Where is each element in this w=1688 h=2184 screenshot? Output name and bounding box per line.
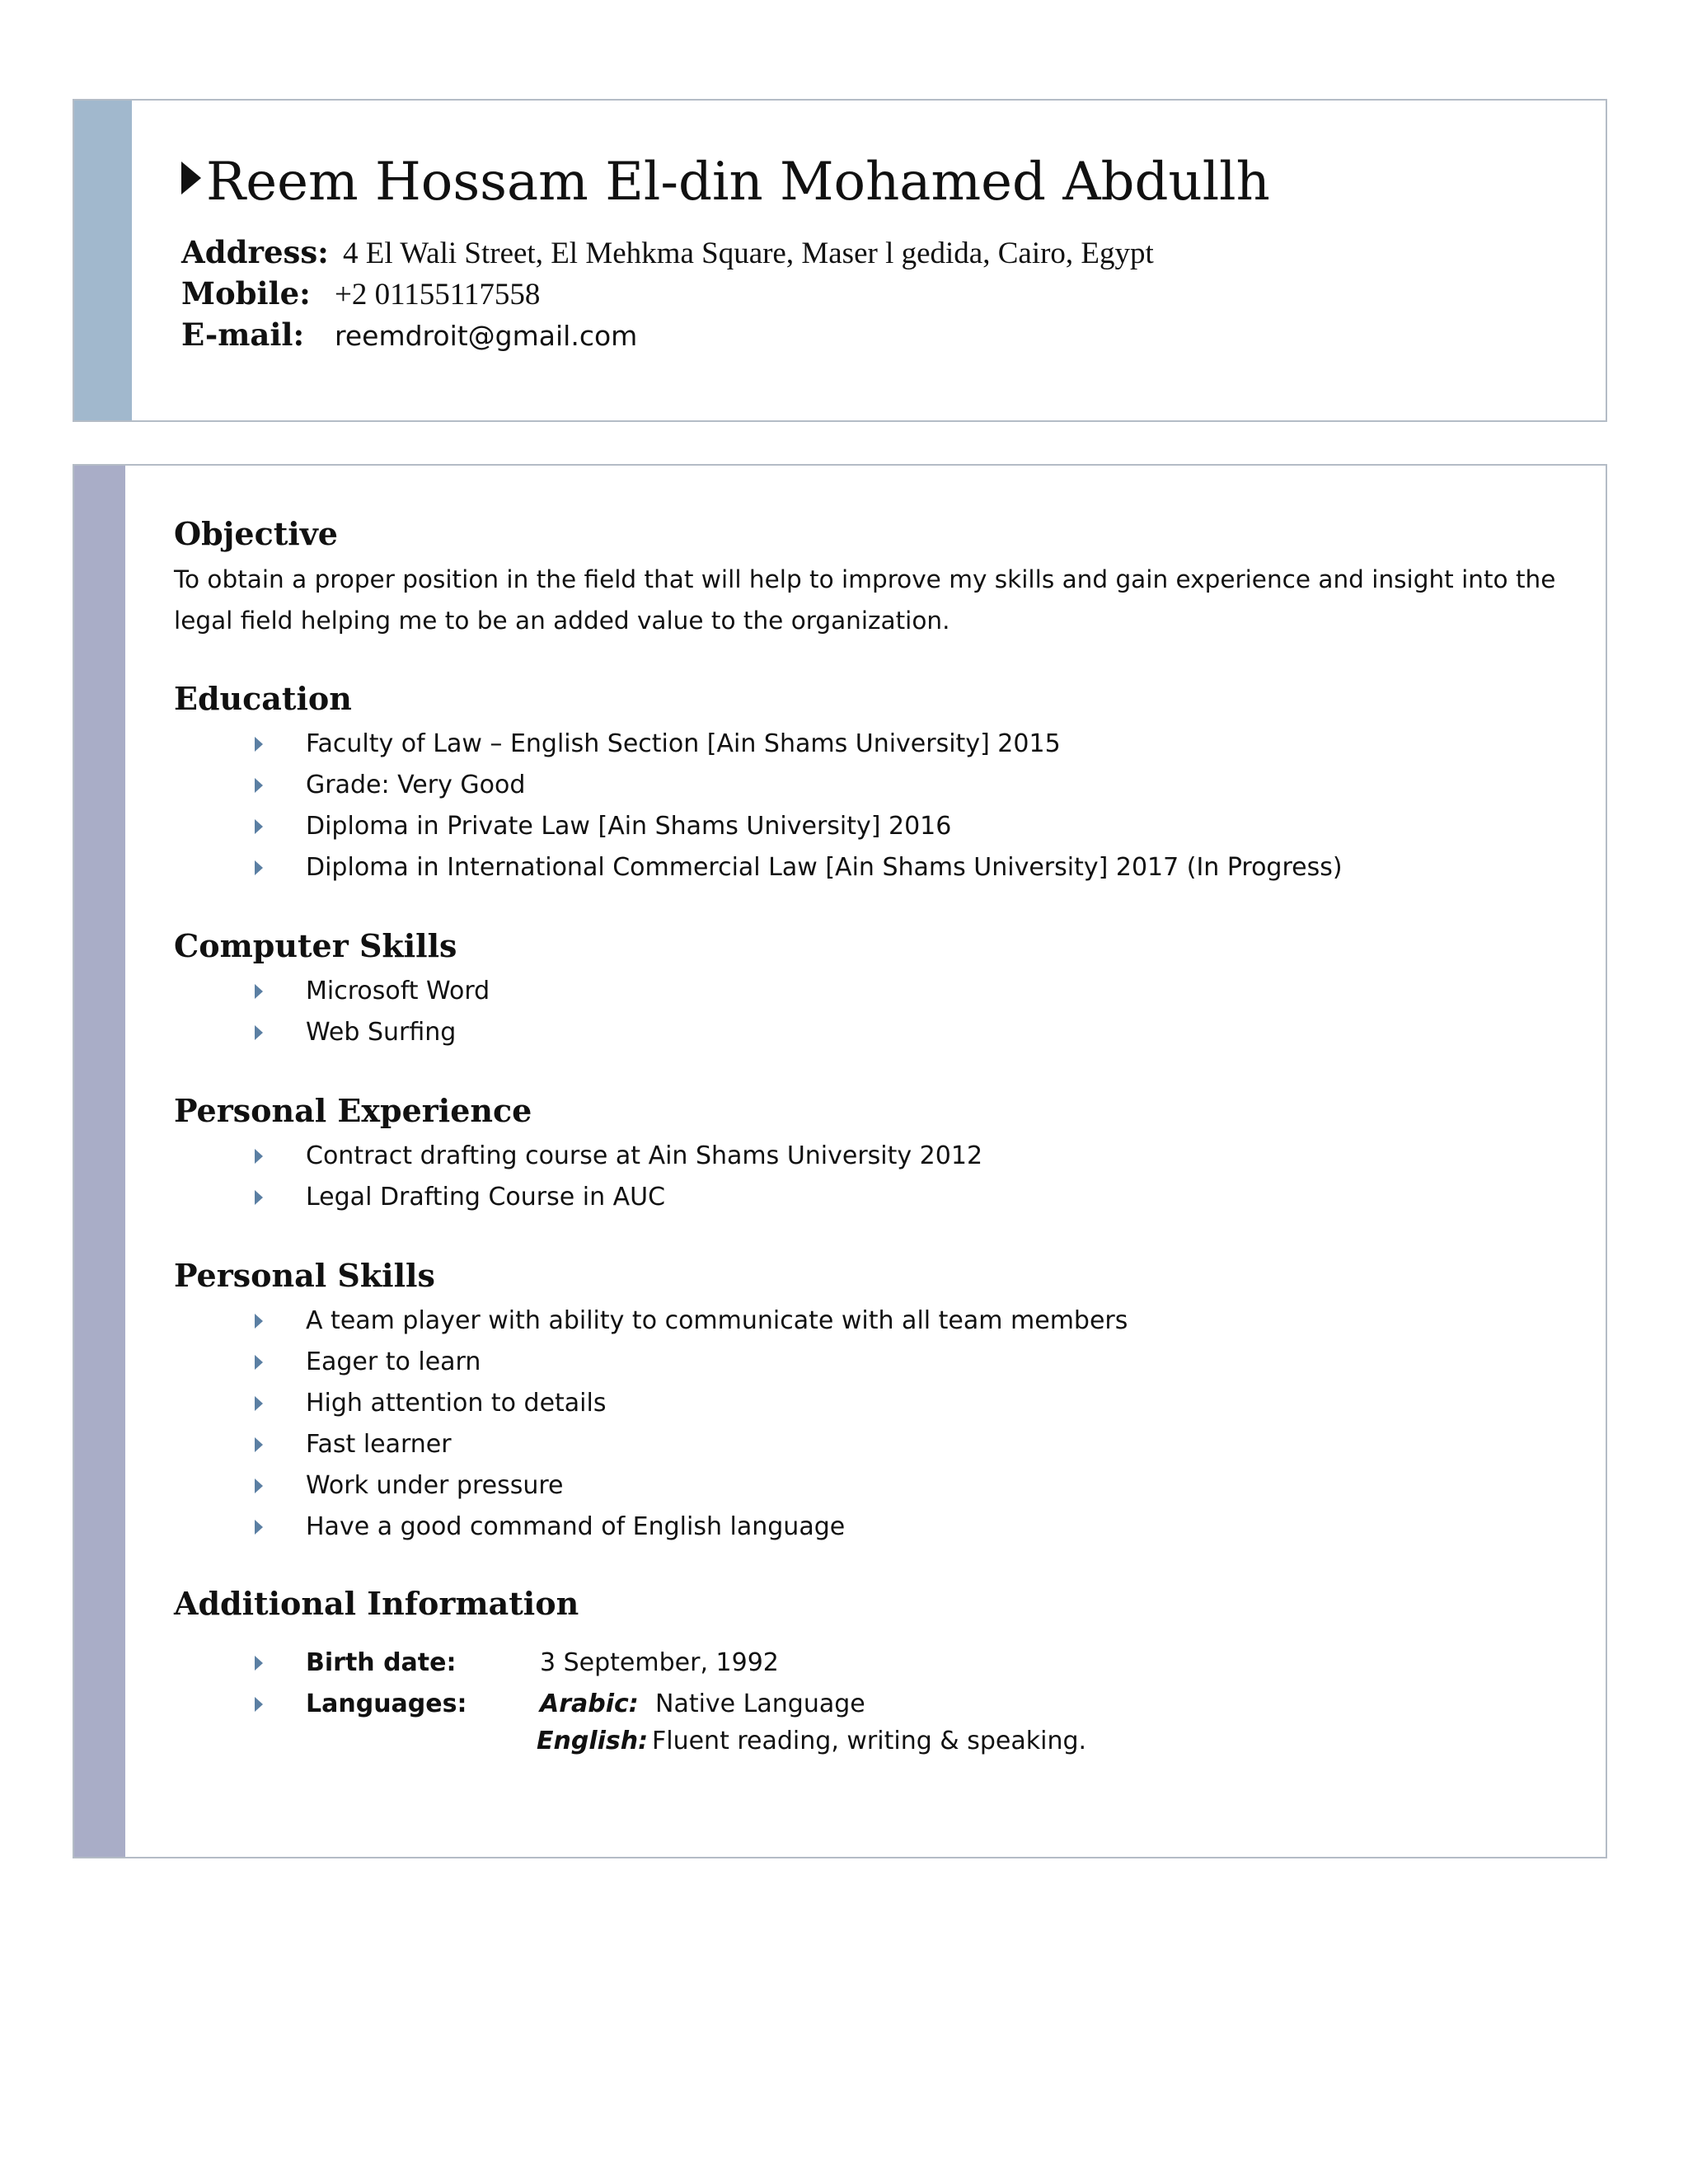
english-value: Fluent reading, writing & speaking. (652, 1727, 1087, 1755)
bullet-arrow-icon (255, 1437, 263, 1452)
mobile-row (181, 275, 540, 312)
list-item: Eager to learn (174, 1342, 1128, 1383)
list-item: Diploma in International Commercial Law [Ain Shams University] 2017 (In Progress) (174, 847, 1343, 888)
email-value: reemdroit@gmail.com (335, 320, 638, 352)
arabic-label: Arabic: (540, 1690, 639, 1718)
bullet-arrow-icon (255, 1149, 263, 1164)
list-item: Microsoft Word (174, 971, 490, 1012)
personal-skills-list (174, 1301, 1128, 1548)
list-item: Web Surfing (174, 1012, 490, 1053)
list-item: Faculty of Law – English Section [Ain Shams University] 2015 (174, 724, 1343, 765)
body-accent-bar (74, 466, 125, 1857)
email-label: E-mail: (181, 316, 305, 353)
list-item: High attention to details (174, 1383, 1128, 1424)
list-item: Contract drafting course at Ain Shams University 2012 (174, 1136, 982, 1177)
list-item: A team player with ability to communicate with all team members (174, 1301, 1128, 1342)
address-label: Address: (181, 234, 329, 270)
bullet-arrow-icon (255, 1190, 263, 1205)
bullet-arrow-icon (255, 1396, 263, 1411)
education-list (174, 724, 1343, 888)
additional-info-list (174, 1643, 865, 1725)
contact-header-box (73, 99, 1607, 422)
bullet-arrow-icon (255, 1479, 263, 1493)
bullet-arrow-icon (255, 1355, 263, 1370)
email-row (181, 316, 637, 353)
objective-text: To obtain a proper position in the field that will help to improve my skills and gain experience and insight into the legal field helping me to be an added value to the organization. (174, 565, 1556, 635)
arabic-value: Native Language (655, 1690, 865, 1718)
list-item: Grade: Very Good (174, 765, 1343, 806)
bullet-arrow-icon (255, 860, 263, 875)
computer-skills-heading: Computer Skills (174, 927, 457, 964)
languages-item (174, 1684, 865, 1725)
bullet-arrow-icon (255, 1656, 263, 1671)
address-row (181, 234, 1154, 271)
list-item: Diploma in Private Law [Ain Shams University] 2016 (174, 806, 1343, 847)
bullet-arrow-icon (255, 778, 263, 793)
birth-date-value: 3 September, 1992 (540, 1648, 779, 1677)
objective-heading: Objective (174, 515, 338, 552)
english-row (537, 1721, 1086, 1762)
list-item: Have a good command of English language (174, 1507, 1128, 1548)
resume-body-box (73, 464, 1607, 1858)
bullet-arrow-icon (255, 1314, 263, 1329)
candidate-name-text: Reem Hossam El-din Mohamed Abdullh (206, 152, 1270, 213)
mobile-label: Mobile: (181, 275, 311, 312)
personal-experience-heading: Personal Experience (174, 1092, 532, 1129)
list-item: Fast learner (174, 1424, 1128, 1465)
personal-skills-heading: Personal Skills (174, 1257, 435, 1294)
birth-date-label: Birth date: (306, 1648, 457, 1677)
computer-skills-list (174, 971, 490, 1053)
name-arrow-icon (181, 162, 201, 194)
languages-label: Languages: (306, 1690, 467, 1718)
header-accent-bar (74, 101, 132, 420)
bullet-arrow-icon (255, 737, 263, 752)
bullet-arrow-icon (255, 1697, 263, 1712)
bullet-arrow-icon (255, 984, 263, 999)
english-label: English: (537, 1727, 649, 1755)
candidate-name (181, 152, 1270, 213)
birth-date-item (174, 1643, 865, 1684)
personal-experience-list (174, 1136, 982, 1218)
mobile-value: +2 01155117558 (335, 278, 541, 312)
bullet-arrow-icon (255, 1520, 263, 1535)
bullet-arrow-icon (255, 1025, 263, 1040)
education-heading: Education (174, 680, 352, 717)
list-item: Legal Drafting Course in AUC (174, 1177, 982, 1218)
bullet-arrow-icon (255, 819, 263, 834)
list-item: Work under pressure (174, 1465, 1128, 1507)
address-value: 4 El Wali Street, El Mehkma Square, Maser l gedida, Cairo, Egypt (343, 237, 1154, 270)
additional-info-heading: Additional Information (174, 1585, 579, 1622)
